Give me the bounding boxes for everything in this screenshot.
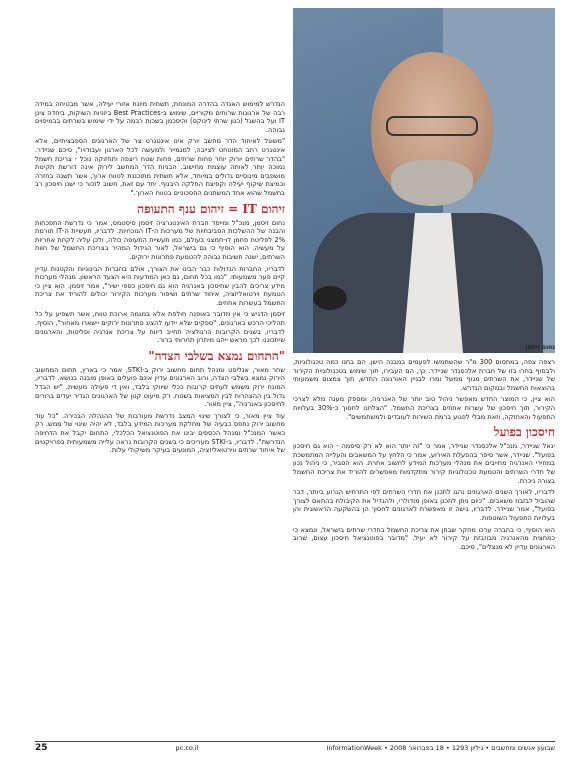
body-paragraph: שחר מאור, אנליסט ומנהל תחום מחשוב ירוק ב-STKI, אמר כי בארץ, תחום המחשוב הירוק נמצא בשלבי הצדה, ורוב הארגונים עדיין אינם פועלים באופן מובנה בנושא. לדבריו, המונח ירוק משמש לעתים קרובות ככלי שיווקי בלבד, ואין די פעולה מעשית. "יש הבדל גדול בין ההצהרות לבין המציאות בשטח. רק מיעוט קטן של הארגונים הגדיר יעדים ברורים לחיסכון באנרגיה", ציין מאור. xyxy=(35,365,285,409)
section-heading-early-stage: "התחום נמצא בשלבי הצדה" xyxy=(148,348,285,363)
microphone-icon xyxy=(313,286,347,310)
body-paragraph: הוא ציין, כי המוצר החדש מאפשר ניהול טוב יותר של האנרגיה, ומספק מענה מלא לצרכי הקירור, תוך חיסכון של עשרות אחוזים בצריכת החשמל. "הצלחנו לחסוך כ-30% בעלויות התפעול והאחזקה, וזאת מבלי לפגוע ברמת השירות לעובדים ולמשתמשים". xyxy=(293,395,556,421)
photo-beard xyxy=(391,160,473,206)
body-paragraph: עוד ציין מאור, כי לצורך שינוי המצב נדרשת מעורבות של ההנהלה הבכירה. "כל עוד מחשוב ירוק נתפס כבעיה של מחלקת מערכות המידע בלבד, לא יהיה שינוי של ממש. רק כאשר המנכ"ל ומנהל הכספים יבינו את הפוטנציאל הכלכלי, התחום יקבל את הדחיפה הנדרשת". לדבריו, ב-STKI מעריכים כי בשנים הקרובות נראה עלייה משמעותית בפרויקטים של איחוד שרתים ווירטואליזציה, המונעים בעיקר משיקולי עלות. xyxy=(35,411,285,455)
body-paragraph: זיסמן הדגיש כי אין מדובר באופנה חולפת אלא במגמה ארוכת טווח, אשר תשפיע על כל תהליכי הרכש בארגונים. "ספקים שלא יידעו להציג פתרונות ירוקים יישארו מאחור", הוסיף. לדבריו, בשנים הקרובות הרגולציה תחייב דיווח על צריכת אנרגיה ופליטות, והארגונים שיתכוננו לכך מראש ייהנו מיתרון תחרותי ברור. xyxy=(35,310,285,345)
body-paragraph: נחום זיסמן, מנכ"ל ומייסד חברת האינטגרציה זיסמן סיסטמס, אמר כי נדרשת התפכחות והבנה של ההשלכות הסביבתיות של מערכות ה-IT הנוכחיות. לדבריו, תעשיית ה-IT תורמת 2% לפליטת פחמן דו-חמצני בעולם, כמו תעשיית התעופה כולה, ולכן עליה לקחת אחריות על מעשיה. הוא הוסיף כי גם בישראל, לאור הגידול המהיר בצריכת החשמל של חוות השרתים, ישנה חשיבות גבוהה להטמעת פתרונות ירוקים. xyxy=(35,218,285,261)
page-number: 25 xyxy=(35,743,48,753)
left-column xyxy=(35,100,285,730)
body-paragraph: "משוגל לאיחוד הדר מחשב יורק אינו אינטגרט צר של הארגונים הספבציתיים, אלא אינטגרט רחב המוטחט לצייבה, למגמייר ולמעשה לכל הארגון ועבודויו", סיכם שניידר. "בהדר שרתים יורוק יוחר פחות שרתים, פחות שטח ריצפה ותחזוקה נוכל - צריכת חשמל נמוכה יותר לאותה עוצמת מחישוב. הבניות הדר המחשב לירוק אינה דורשת תקינות מושפבים מינוסיים גדולים במיוחד, אלא תשתית מתוכננת לטווח ארוך, אשר תשנה בחזרה וכמיצת שיקוף יעילה וקפיצת החלקה היבנוף. יחד עם זאת, חשוב לזכור כי ישנו חיסכון רב בחשמל שהוא אחד המשתנים החסכוניים בטווח הארוך." xyxy=(35,137,285,197)
body-paragraph: רצפה צפה, במחסום 300 מ"ר שהשתמשו לפעמים במבנה הישן. הם בחנו כמה טכנולוגיות, ולבסוף בחרו בזו של חברת אלכסנדר שניידר. כך, הם העבירו, תוך שימוש בטכנולוגיית הקירור של שניידר, את השרתים מגוף ממשל ומרו לבניין האורגונה החדש, תוך צמצום משמעותי בהוצאות החשמל ובמקום הנדרש. xyxy=(293,358,555,392)
photo-glasses xyxy=(386,116,478,136)
portrait-photo xyxy=(293,8,555,353)
body-paragraph: לדבריו, החברות הגדולות כבר הבינו את הצורך, אולם בחברות הבינוניות והקטנות עדיין קיים פער משמעותי. "כמו בכל תחום, גם כאן המודעות היא הצעד הראשון. מנהלי מערכות מידע צריכים להבין שחיסכון באנרגיה הוא גם חיסכון כספי ישיר", אמר זיסמן. הוא ציין כי הטמעת וירטואליזציה, איחוד שרתים ושיפור מערכות הקירור יכולים להוריד את צריכת החשמל בעשרות אחוזים. xyxy=(35,264,285,307)
body-paragraph: לדבריו, לאורך השנים הארגונים נהגו לתכנן את חדרי השרתים לפי התרחיש הגרוע ביותר, דבר שהוביל לבזבוז משאבים. "כיום ניתן לתכנן באופן מודולרי, ולהגדיל את הקיבולת בהתאם לצורך בפועל", אמר שניידר. לדבריו, גישה זו מאפשרת לארגונים לחסוך הן בהשקעה הראשונית והן בעלויות התפעול השוטפות. xyxy=(293,488,555,522)
body-paragraph: הנדרש למימוש האגדה בהדרה המונחת, תשתית מיונח אזורי יעילה, אשר מבטיחה במידה רבה של ארגונות שרותים מקוריים, שימוש ב-Best Practices ביזניות השוקות, ביחדה צינן IT ועל בהשגל (כגון שרתי לינוקס) והיסכמן בשכות רבמה על ידי שימוש בשרתים בבמיפוים גבוהה. xyxy=(35,100,286,134)
body-paragraph: יגאל שניידר, מנכ"ל אלכסנדר שניידר, אמר כי "זה יותר הוא לא רק סיסמה - הוא גם חיסכון בפועל". שניידר, אשר סיפר בהפעלת האירוע, אמר כי הלחץ על המשאבים והעלייה המתמשכת במחירי האנרגיה מחייבים את מנהלי מערכות המידע לחשוב אחרת. הוא הסביר, כי ניהול נכון של חדרי השרתים והטמעת טכנולוגיות קירור מתקדמות מאפשרים להוריד את צריכת החשמל בצורה ניכרת. xyxy=(293,442,555,485)
footer-site: pc.co.il xyxy=(175,744,199,752)
section-heading-savings: חיסכון בפועל xyxy=(493,425,555,440)
section-heading-pollution: זיהום IT = זיהום ענף התעופה xyxy=(137,201,285,216)
right-column xyxy=(293,358,555,730)
page-footer xyxy=(35,741,555,754)
photo-caption: נחום זיסמן xyxy=(525,344,555,351)
body-paragraph: הוא הוסיף, כי בחברה ערכו מחקר שבחן את צריכת החשמל בחדרי שרתים בישראל, ונמצא כי כמחצית מהאנרגיה מבוזבזת על קירור לא יעיל. "מדובר בפוטנציאל חיסכון עצום, שרוב הארגונים עדיין לא מנצלים", סיכם. xyxy=(293,525,555,551)
footer-meta: שבועון אנשים ומחשבים • גיליון 1293 • 18 בפברואר 2008 • InformationWeek xyxy=(326,744,555,752)
